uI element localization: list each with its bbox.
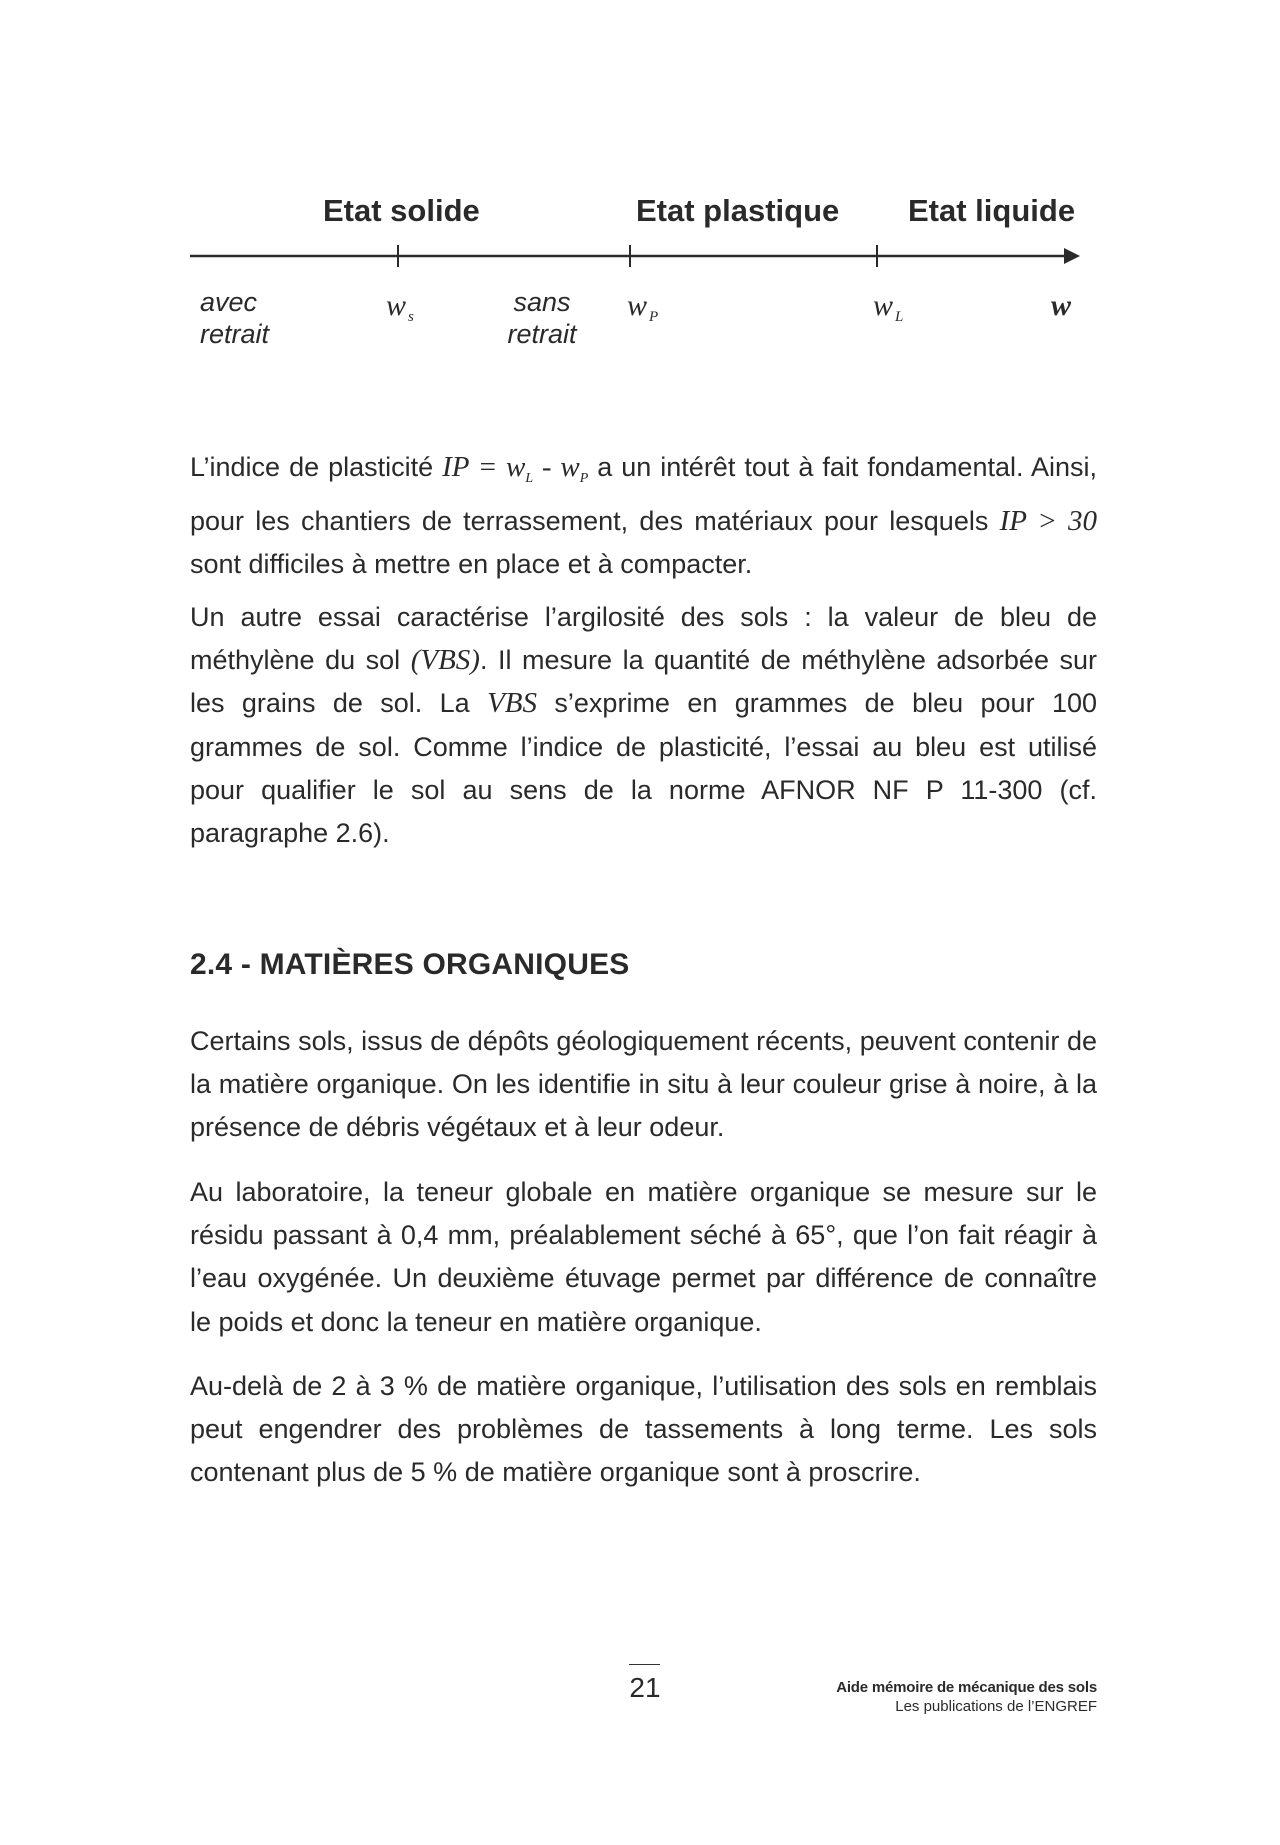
state-label-solid: Etat solide <box>323 193 480 228</box>
symbol-wp-base: w <box>627 289 648 322</box>
label-without-shrinkage-line2: retrait <box>507 319 577 349</box>
symbol-wl-base: w <box>873 289 894 322</box>
symbol-wl-sub: L <box>895 309 904 325</box>
section-heading: 2.4 - MATIÈRES ORGANIQUES <box>190 948 630 981</box>
symbol-ws-sub: s <box>408 309 414 325</box>
label-with-shrinkage-line2: retrait <box>200 319 270 349</box>
p2-text-2: . Il mesure la quantité de méthylène adsorbée sur les grains de sol. La <box>190 645 1097 719</box>
symbol-w: w <box>1051 289 1072 322</box>
paragraph-methylene-blue <box>190 596 1097 855</box>
footer-book-title: Aide mémoire de mécanique des sols <box>836 1679 1097 1696</box>
state-label-liquid: Etat liquide <box>908 193 1076 228</box>
p2-math-2: VBS <box>487 687 538 720</box>
axis-arrowhead <box>1064 248 1080 264</box>
p1-math-3: IP > 30 <box>999 505 1097 538</box>
p2-text-1: Un autre essai caractérise l’argilosité des sols : la valeur de bleu de méthylène du sol <box>190 602 1097 676</box>
section-paragraph-2: Au laboratoire, la teneur globale en matière organique se mesure sur le résidu passant à 0,4 mm, préalablement séché à 65°, que l’on fait réagir à l’eau oxygénée. Un deuxième étuvage permet par différence de connaître le poids et donc la teneur en matière organique. <box>190 1177 1097 1337</box>
page-number: 21 <box>629 1672 661 1703</box>
label-without-shrinkage-line1: sans <box>513 287 571 317</box>
section-paragraph-3: Au-delà de 2 à 3 % de matière organique, l’utilisation des sols en remblais peut engendrer des problèmes de tassements à long terme. Les sols contenant plus de 5 % de matière organique sont à proscrire. <box>190 1371 1097 1488</box>
p1-math-1-sub: L <box>525 471 534 486</box>
p1-text-3: sont difficiles à mettre en place et à compacter. <box>190 549 753 580</box>
p1-math-2-sub: P <box>579 471 589 486</box>
p1-text-2: a un intérêt tout à fait fondamental. Ainsi, pour les chantiers de terrassement, des matériaux pour lesquels <box>190 452 1098 537</box>
p2-math-1: (VBS) <box>410 644 480 677</box>
p1-math-ip <box>442 451 589 486</box>
paragraph-plasticity-index <box>190 446 1097 587</box>
symbol-ws <box>386 289 414 326</box>
p1-math-2: - w <box>533 451 580 483</box>
section-paragraph-1: Certains sols, issus de dépôts géologiquement récents, peuvent contenir de la matière organique. On les identifie in situ à leur couleur grise à noire, à la présence de débris végétaux et à leur odeur. <box>190 1026 1097 1143</box>
p2-text-3: s’exprime en grammes de bleu pour 100 grammes de sol. Comme l’indice de plasticité, l’essai au bleu est utilisé pour qualifier le sol au sens de la norme AFNOR NF P 11-300 (cf. paragraphe 2.6). <box>190 688 1098 849</box>
footer-publisher: Les publications de l’ENGREF <box>895 1698 1097 1715</box>
page-number-rule <box>629 1664 660 1665</box>
label-with-shrinkage <box>200 286 269 350</box>
symbol-wl <box>873 289 903 326</box>
p1-math-1: IP = w <box>442 451 526 483</box>
state-label-plastic: Etat plastique <box>636 193 840 228</box>
label-with-shrinkage-line1: avec <box>200 287 258 317</box>
consistency-states-diagram <box>0 0 1280 380</box>
p1-text-1: L’indice de plasticité <box>190 452 443 482</box>
symbol-wp-sub: P <box>649 309 659 325</box>
label-without-shrinkage <box>497 286 587 350</box>
symbol-ws-base: w <box>386 289 407 322</box>
symbol-wp <box>627 289 658 326</box>
